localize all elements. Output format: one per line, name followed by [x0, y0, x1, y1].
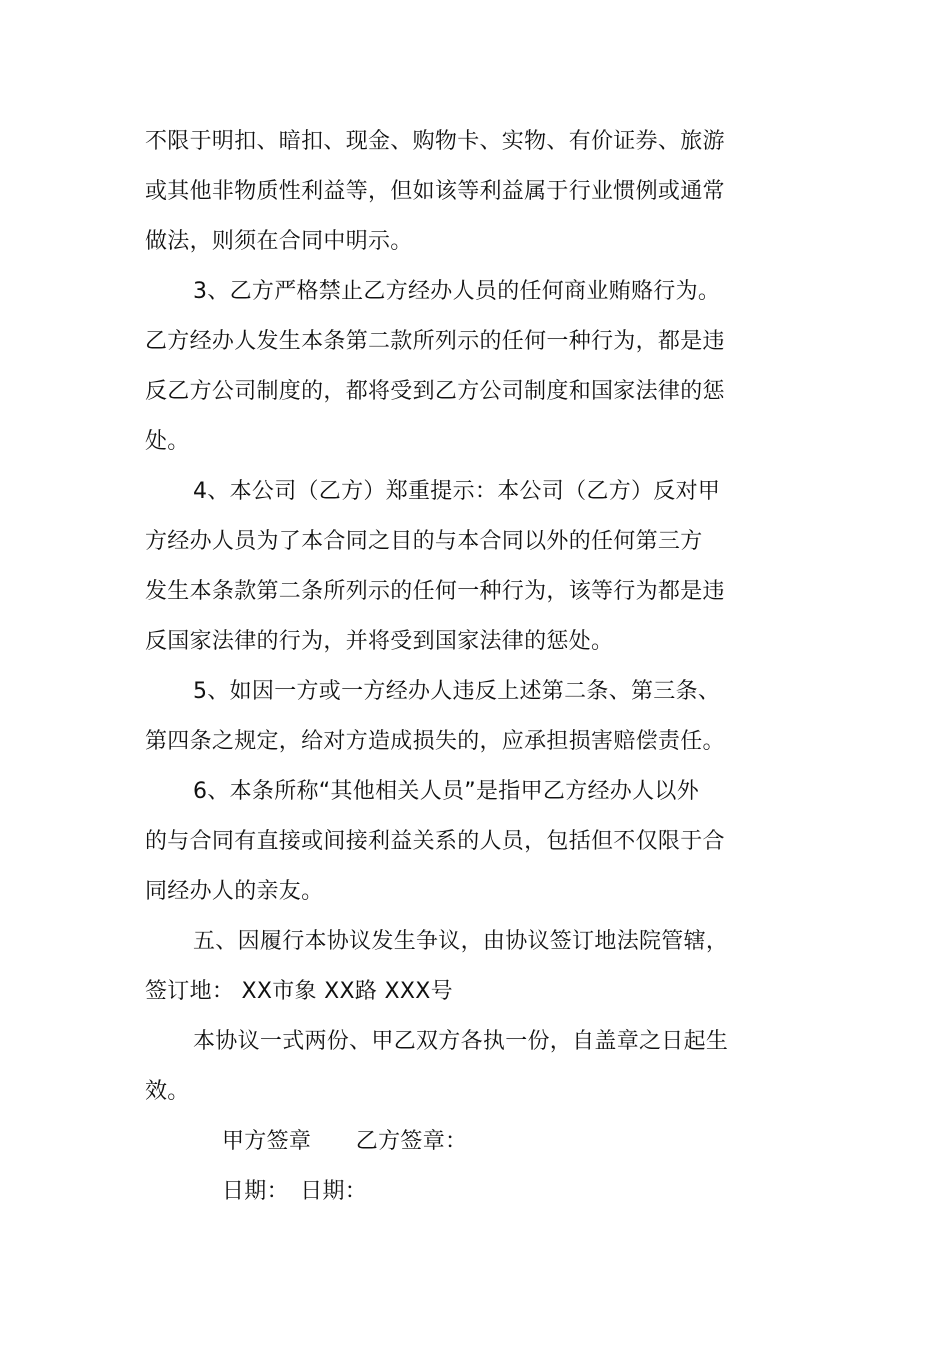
- text-line: 不限于明扣、暗扣、现金、购物卡、实物、有价证券、旅游: [145, 129, 725, 154]
- text-line: 反乙方公司制度的，都将受到乙方公司制度和国家法律的惩: [145, 379, 725, 404]
- text-line: 或其他非物质性利益等，但如该等利益属于行业惯例或通常: [145, 179, 725, 204]
- text-line: 方经办人员为了本合同之目的与本合同以外的任何第三方: [145, 529, 703, 554]
- text-line: 反国家法律的行为，并将受到国家法律的惩处。: [145, 629, 614, 654]
- text-line: 签订地： XX市象 XX路 XXX号: [145, 979, 453, 1004]
- text-line: 3、乙方严格禁止乙方经办人员的任何商业贿赂行为。: [193, 279, 721, 304]
- text-line: 处。: [145, 429, 190, 454]
- text-line: 4、本公司（乙方）郑重提示：本公司（乙方）反对甲: [193, 479, 721, 504]
- text-line: 五、因履行本协议发生争议，由协议签订地法院管辖，: [193, 929, 729, 954]
- text-line: 效。: [145, 1079, 190, 1104]
- date-line: 日期： 日期：: [222, 1179, 368, 1204]
- text-line: 做法，则须在合同中明示。: [145, 229, 413, 254]
- text-line: 6、本条所称“其他相关人员”是指甲乙方经办人以外: [193, 779, 699, 804]
- text-line: 第四条之规定，给对方造成损失的，应承担损害赔偿责任。: [145, 729, 725, 754]
- text-line: 本协议一式两份、甲乙双方各执一份，自盖章之日起生: [193, 1029, 729, 1054]
- text-line: 同经办人的亲友。: [145, 879, 324, 904]
- text-line: 乙方经办人发生本条第二款所列示的任何一种行为，都是违: [145, 329, 725, 354]
- signature-line: 甲方签章 乙方签章：: [222, 1129, 468, 1154]
- text-line: 发生本条款第二条所列示的任何一种行为，该等行为都是违: [145, 579, 725, 604]
- text-line: 的与合同有直接或间接利益关系的人员，包括但不仅限于合: [145, 829, 725, 854]
- text-line: 5、如因一方或一方经办人违反上述第二条、第三条、: [193, 679, 721, 704]
